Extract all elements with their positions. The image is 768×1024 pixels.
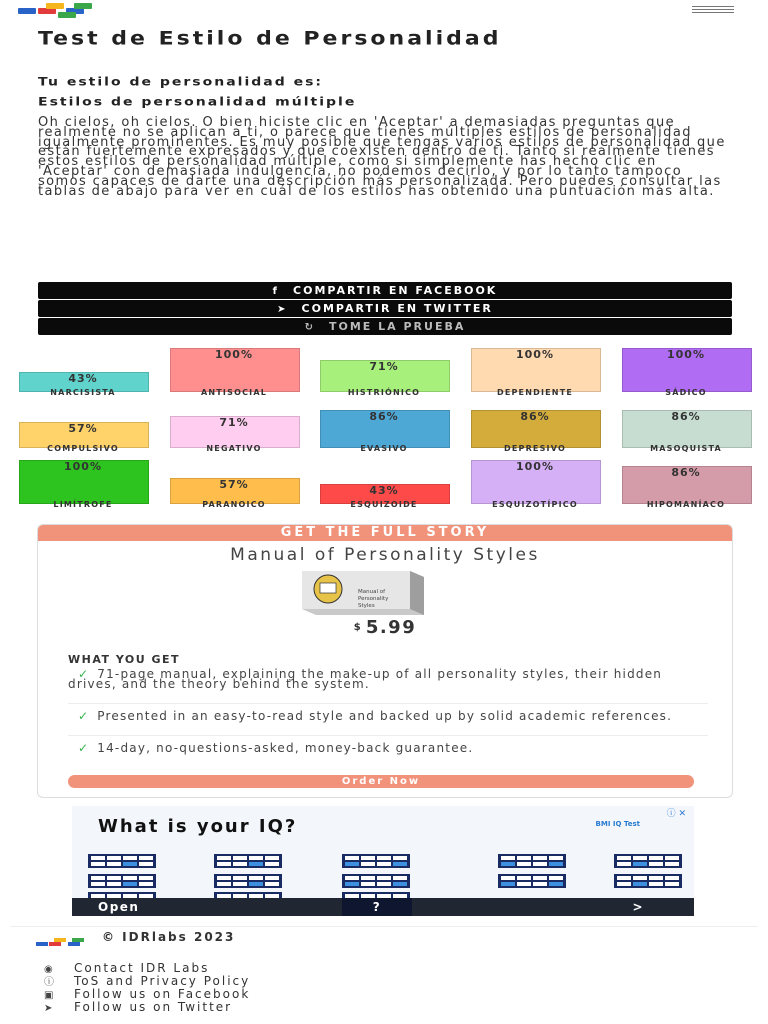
chart-value-label: 100% [667, 348, 705, 361]
ad-puzzle-grid [498, 854, 566, 868]
feature-text: 71-page manual, explaining the make-up of all personality styles, their hidden drives, and the theory behind the system. [68, 667, 663, 691]
share-facebook-label: COMPARTIR EN FACEBOOK [293, 284, 498, 297]
share-facebook-button[interactable] [38, 282, 732, 299]
order-now-button[interactable]: Order Now [68, 775, 694, 788]
chart-cell [19, 402, 169, 458]
ad-puzzle-grid [214, 854, 282, 868]
chart-value-label: 43% [369, 484, 399, 497]
chart-category-label: DEPRESIVO [504, 444, 566, 453]
twitter-icon: ➤ [44, 1003, 55, 1014]
chart-cell [471, 458, 621, 514]
ad-puzzle-grid [614, 874, 682, 888]
chart-cell [19, 458, 169, 514]
divider [68, 703, 708, 704]
ad-puzzle-grid [614, 854, 682, 868]
retake-test-button[interactable] [38, 318, 732, 335]
advertisement[interactable] [72, 806, 694, 916]
chart-category-label: HISTRIÓNICO [347, 388, 421, 397]
ad-open-bar[interactable] [72, 898, 694, 916]
chart-category-label: ANTISOCIAL [200, 388, 268, 397]
chart-value-label: 100% [64, 460, 102, 473]
chart-cell [471, 402, 621, 458]
chart-category-label: ESQUIZOTÍPICO [492, 500, 578, 509]
promo-card [37, 524, 733, 798]
ad-puzzle-grid [342, 854, 410, 868]
svg-text:Manual of: Manual of [358, 589, 386, 595]
info-icon: ⓘ [44, 977, 56, 988]
chart-value-label: 86% [671, 410, 701, 423]
chart-cell [320, 402, 470, 458]
chart-category-label: COMPULSIVO [47, 444, 119, 453]
chart-value-label: 43% [68, 372, 98, 385]
feature-text: 14-day, no-questions-asked, money-back guarantee. [97, 741, 474, 755]
facebook-icon: f [272, 286, 280, 297]
result-heading: Estilos de personalidad múltiple [38, 96, 357, 109]
chart-cell [320, 458, 470, 514]
twitter-icon: ➤ [277, 304, 288, 315]
promo-header: GET THE FULL STORY [38, 525, 732, 541]
share-twitter-label: COMPARTIR EN TWITTER [301, 302, 493, 315]
chart-category-label: HIPOMANÍACO [646, 500, 726, 509]
ad-puzzle-grid [214, 874, 282, 888]
chart-value-label: 86% [369, 410, 399, 423]
personality-scores-chart [0, 346, 768, 514]
chart-category-label: ESQUIZOIDE [350, 500, 418, 509]
share-twitter-button[interactable] [38, 300, 732, 317]
chart-value-label: 71% [219, 416, 249, 429]
chart-cell [170, 458, 320, 514]
svg-text:Personality: Personality [358, 596, 389, 602]
chart-value-label: 100% [516, 460, 554, 473]
ad-brand-logo: BMI IQ Test [595, 820, 640, 828]
chart-cell [170, 402, 320, 458]
hamburger-menu-icon[interactable] [692, 6, 734, 16]
idrlabs-logo[interactable] [18, 3, 100, 17]
chart-category-label: SÁDICO [665, 388, 707, 397]
chart-category-label: NEGATIVO [206, 444, 262, 453]
page-title: Test de Estilo de Personalidad [38, 28, 502, 50]
price-currency: $ [353, 622, 361, 633]
result-description: Oh cielos, oh cielos. O bien hiciste clic en 'Aceptar' a demasiadas preguntas que realmente no se aplican a ti, o parece que tienes múltiples estilos de personalidad igualmente prominentes. Es muy posible que tengas varios estilos de personalidad que están fuertemente expresados y que coexisten dentro de ti. Tanto si realmente tienes estos estilos de personalidad múltiple, como si simplemente has hecho clic en 'Aceptar' con demasiada indulgencia, no podemos decirlo, y por lo tanto tampoco somos capaces de darte una descripción más personalizada. Pero puedes consultar las tablas de abajo para ver en cuál de los estilos has obtenido una puntuación más alta. [38, 115, 726, 199]
ad-title: What is your IQ? [98, 816, 298, 837]
chart-cell [622, 402, 768, 458]
ad-question-mark: ? [342, 898, 412, 916]
chat-icon: ◉ [44, 964, 55, 975]
what-you-get-heading: WHAT YOU GET [68, 653, 181, 666]
chart-cell [622, 458, 768, 514]
ad-puzzle-grid [498, 874, 566, 888]
svg-text:Styles: Styles [358, 603, 375, 609]
chart-value-label: 57% [68, 422, 98, 435]
refresh-icon: ↻ [304, 322, 315, 333]
result-subtitle: Tu estilo de personalidad es: [38, 76, 324, 89]
divider [68, 735, 708, 736]
check-icon: ✓ [78, 741, 90, 755]
chart-value-label: 100% [215, 348, 253, 361]
chart-category-label: NARCISISTA [50, 388, 116, 397]
footer-copyright: © IDRlabs 2023 [102, 930, 236, 944]
feature-text: Presented in an easy-to-read style and backed up by solid academic references. [97, 709, 673, 723]
ad-puzzle-grid [88, 874, 156, 888]
book-cover-image [292, 569, 428, 617]
promo-title: Manual of Personality Styles [230, 545, 540, 565]
footer-link-label: ToS and Privacy Policy [74, 974, 251, 988]
ad-arrow-icon[interactable]: > [632, 900, 644, 914]
footer-link-label: Follow us on Twitter [74, 1000, 233, 1014]
check-icon: ✓ [78, 667, 90, 681]
price [38, 617, 732, 638]
ad-puzzle-grid [88, 854, 156, 868]
chart-value-label: 86% [671, 466, 701, 479]
footer-link-label: Contact IDR Labs [74, 961, 210, 975]
chart-category-label: EVASIVO [360, 444, 408, 453]
chart-value-label: 57% [219, 478, 249, 491]
chart-cell [622, 346, 768, 402]
footer-divider [10, 926, 758, 927]
check-icon: ✓ [78, 709, 90, 723]
chart-value-label: 86% [520, 410, 550, 423]
feature-item [68, 743, 708, 753]
ad-info-close-icon[interactable]: ⓘ ✕ [666, 809, 686, 819]
footer-link-twitter[interactable] [44, 1001, 232, 1015]
chart-category-label: PARANOICO [202, 500, 266, 509]
ad-open-label: Open [98, 900, 140, 914]
feature-item [68, 711, 708, 721]
chart-value-label: 100% [516, 348, 554, 361]
facebook-icon: ▣ [44, 990, 56, 1001]
footer-link-label: Follow us on Facebook [74, 987, 251, 1001]
chart-cell [19, 346, 169, 402]
retake-test-label: TOME LA PRUEBA [329, 320, 466, 333]
ad-puzzle-grid [342, 874, 410, 888]
feature-item [68, 669, 708, 689]
top-bar [0, 0, 768, 22]
price-amount: 5.99 [365, 617, 417, 638]
chart-category-label: LIMÍTROFE [53, 500, 113, 509]
chart-category-label: MASOQUISTA [650, 444, 722, 453]
chart-cell [320, 346, 470, 402]
chart-cell [170, 346, 320, 402]
footer-logo[interactable] [36, 933, 84, 943]
chart-cell [471, 346, 621, 402]
chart-value-label: 71% [369, 360, 399, 373]
chart-category-label: DEPENDIENTE [496, 388, 574, 397]
